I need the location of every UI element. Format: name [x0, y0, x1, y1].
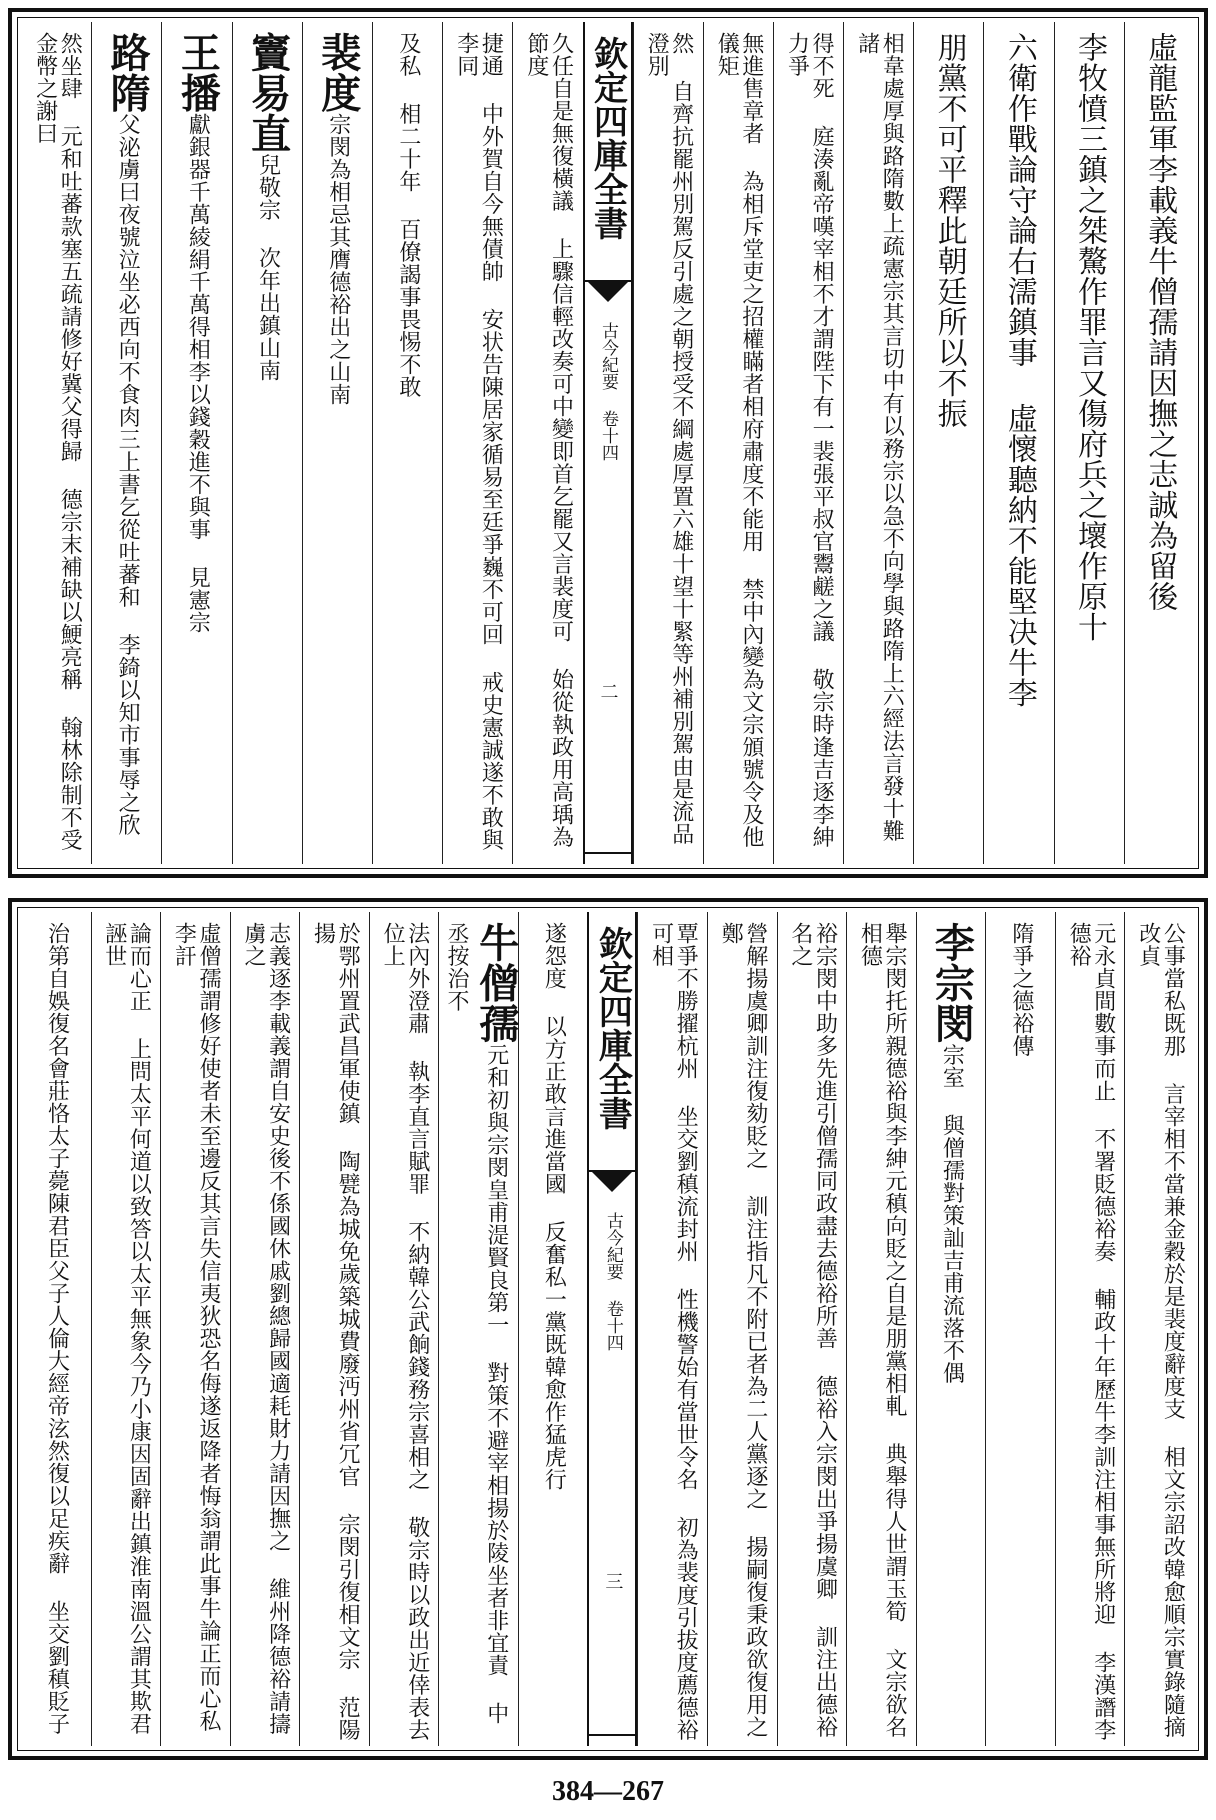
- text-column: [703, 22, 773, 864]
- column-text: 元永貞間數事而止 不署貶德裕奏 輔政十年歷牛李訓注相事無所將迎 李漢譖李德裕: [1066, 922, 1116, 1741]
- column-text: 於鄂州置武昌軍使鎮 陶甓為城免歲築城費廢沔州省冗官 宗閔引復相文宗 范陽揚: [310, 922, 361, 1741]
- entry-heading: 李宗閔: [928, 922, 976, 1044]
- text-column: [843, 22, 913, 864]
- column-text: 久任自是無復橫議 上驟信輕改奏可中變即首乞罷又言裴度可 始從執政用高瑀為節度: [523, 32, 574, 848]
- text-column: [160, 912, 230, 1746]
- entry-heading: 王播: [174, 32, 222, 113]
- column-text: [315, 22, 360, 864]
- entry-annotation: 宗室 與僧孺對策訕吉甫流落不偶: [939, 1043, 965, 1384]
- center-gutter: [587, 912, 637, 1746]
- entry-annotation: 兒敬宗 次年出鎮山南: [255, 153, 281, 382]
- text-column: [232, 22, 302, 864]
- entry-annotation: 宗閔為相忌其膺德裕出之山南: [325, 113, 351, 406]
- text-column: [518, 912, 588, 1746]
- column-text: 朋黨不可平釋此朝廷所以不振: [931, 32, 967, 429]
- text-column: [985, 912, 1055, 1746]
- entry-annotation: 獻銀器千萬綾絹千萬得相李以錢穀進不與事 見憲宗: [185, 113, 211, 634]
- bottom-page: [8, 898, 1208, 1760]
- leaf-number: 二: [597, 682, 619, 700]
- column-text: [929, 912, 974, 1746]
- text-column: [91, 912, 161, 1746]
- column-text: 治第自娛復名會莊恪太子薨陳君臣父子人倫大經帝泫然復以足疾辭 坐交劉稹貶子: [44, 922, 70, 1735]
- fishtail-mark-icon: [589, 1170, 635, 1198]
- column-text: [245, 22, 290, 864]
- column-text: 六衛作戰論守論右濡鎮事 虛懷聽納不能堅决牛李: [1001, 32, 1037, 708]
- center-gutter: [583, 22, 633, 864]
- column-text: [175, 22, 220, 864]
- text-column: [983, 22, 1053, 864]
- column-text: 論而心正 上問太平何道以致答以太平無象今乃小康因固辭出鎮淮南溫公謂其欺君誣世: [101, 922, 152, 1735]
- column-text: 捷通 中外賀自今無債帥 安状告陳居家循易至廷爭巍不可回 戒史憲誠遂不敢與李同: [453, 32, 504, 851]
- column-text: 虛僧孺謂修好使者未至邊反其言失信夷狄恐名侮遂返降者悔翁謂此事牛論正而心私李訐: [171, 922, 221, 1732]
- column-text: 然 自齊抗罷州別駕反引處之朝授受不綱處厚置六雄十望十緊等州補別駕由是流品澄別: [644, 32, 694, 845]
- text-column: [161, 22, 231, 864]
- column-text: 虛龍監軍李載義牛僧孺請因撫之志誠為留後: [1142, 32, 1178, 612]
- entry-heading: 路隋: [104, 32, 152, 113]
- column-text: 無進售章者 為相斥堂吏之招權瞞者相府肅度不能用 禁中內變為文宗頒號令及他儀矩: [714, 32, 764, 848]
- leaf-number: 三: [602, 1572, 624, 1590]
- text-column: [438, 912, 520, 1746]
- text-column: [1055, 912, 1125, 1746]
- text-column: [230, 912, 300, 1746]
- collection-title: 欽定四庫全書: [592, 926, 633, 1130]
- column-text: 法內外澄肅 執李直言賦罪 不納韓公武餉錢務宗喜相之 敬宗時以政出近倖表去位上: [380, 922, 430, 1741]
- gutter-rule: [585, 852, 631, 854]
- bottom-page-columns: [22, 912, 1194, 1746]
- text-column: [91, 22, 161, 864]
- page-number: 384—267: [552, 1776, 664, 1807]
- column-text: [439, 912, 520, 1746]
- column-text: 志義逐李載義謂自安史後不係國休戚劉總歸國適耗財力請因撫之 維州降德裕請擣虜之: [240, 922, 291, 1735]
- text-column: [637, 912, 707, 1746]
- text-column: [913, 22, 983, 864]
- text-column: [372, 22, 442, 864]
- book-volume: 古今紀要 卷十四: [602, 1212, 623, 1351]
- text-column: [773, 22, 843, 864]
- text-column: [777, 912, 847, 1746]
- entry-annotation: 父泌虜曰夜號泣坐必西向不食肉三上書乞從吐蕃和 李錡以知市事辱之欣: [115, 113, 141, 836]
- text-column: [1124, 912, 1194, 1746]
- column-text: 裕宗閔中助多先進引僧孺同政盡去德裕所善 德裕入宗閔出爭揚虞卿 訓注出德裕名之: [787, 922, 838, 1738]
- gutter-rule: [589, 1734, 635, 1736]
- text-column: [442, 22, 512, 864]
- column-text: 然坐肆 元和吐蕃款塞五疏請修好冀父得歸 德宗末補缺以鯁亮稱 翰林除制不受金幣之謝曰: [32, 32, 83, 851]
- column-text: 李牧憤三鎮之桀驁作罪言又傷府兵之壞作原十: [1072, 32, 1108, 642]
- top-page-columns: [22, 22, 1194, 864]
- column-text: 覃爭不勝擢杭州 坐交劉稹流封州 性機警始有當世令名 初為裴度引拔度薦德裕可相: [648, 922, 699, 1741]
- column-text: 相韋處厚與路隋數上疏憲宗其言切中有以務宗以急不向學與路隋上六經法言發十難諸: [854, 32, 905, 842]
- book-volume: 古今紀要 卷十四: [598, 322, 618, 461]
- text-column: [22, 912, 91, 1746]
- column-text: 公事當私既那 言宰相不當兼金穀於是裴度辭度支 相文宗詔改韓愈順宗實錄隨摘改貞: [1135, 922, 1186, 1738]
- text-column: [299, 912, 369, 1746]
- text-column: [707, 912, 777, 1746]
- text-column: [512, 22, 582, 864]
- column-text: [104, 22, 152, 864]
- column-text: 舉宗閔托所親德裕與李紳元稹向貶之自是朋黨相軋 典舉得人世謂玉筍 文宗欲名相德: [857, 922, 908, 1738]
- text-column: [846, 912, 916, 1746]
- text-column: [916, 912, 986, 1746]
- entry-heading: 牛僧孺: [472, 922, 520, 1044]
- top-page: [8, 8, 1208, 878]
- text-column: [1124, 22, 1194, 864]
- text-column: [1054, 22, 1124, 864]
- text-column: [302, 22, 372, 864]
- text-column: [369, 912, 439, 1746]
- entry-heading: 裴度: [314, 32, 362, 113]
- entry-heading: 竇易直: [244, 32, 292, 154]
- collection-title: 欽定四庫全書: [587, 36, 628, 240]
- text-column: [22, 22, 91, 864]
- column-text: 得不死 庭湊亂帝嘆宰相不才謂陛下有一裴張平叔官鬻鹺之議 敬宗時逢吉逐李紳力爭: [784, 32, 835, 848]
- column-text: 隋爭之德裕傳: [1008, 922, 1034, 1057]
- entry-annotation: 元和初與宗閔皇甫湜賢良第一 對策不避宰相揚於陵坐者非宜責 中丞按治不: [444, 922, 509, 1725]
- column-text: 營解揚虞卿訓注復劾貶之 訓注指凡不附已者為二人黨逐之 揚嗣復秉政欲復用之鄭: [718, 922, 768, 1738]
- fishtail-mark-icon: [585, 280, 631, 308]
- text-column: [633, 22, 703, 864]
- column-text: 遂怨度 以方正敢言進當國 反奮私一黨既韓愈作猛虎行: [541, 922, 567, 1491]
- column-text: 及私 相二十年 百僚謁事畏惕不敢: [395, 32, 421, 398]
